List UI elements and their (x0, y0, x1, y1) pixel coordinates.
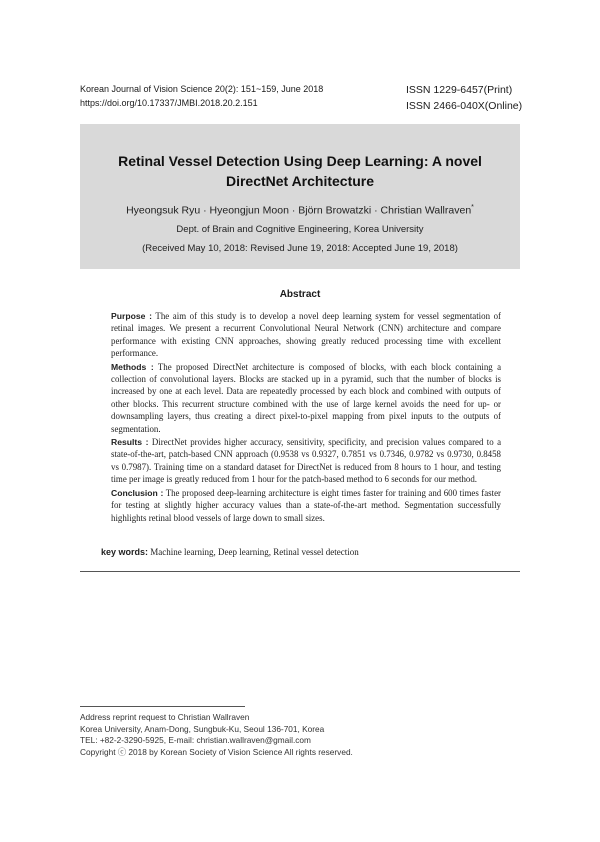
footnote-line-2: Korea University, Anam-Dong, Sungbuk-Ku, Seoul 136-701, Korea (80, 723, 325, 734)
author-list (80, 204, 520, 217)
issn-online: ISSN 2466-040X(Online) (406, 100, 523, 112)
results-text: DirectNet provides higher accuracy, sensitivity, specificity, and precision values compared to a state-of-the-art, patch-based CNN approach (0.9538 vs 0.9327, 0.7851 vs 0.7346, 0.9782 vs 0.9730, 0.8458 vs 0.7987). Training time on a standard dataset for DirectNet is reduced from 8 hours to 1 hour, and testing time per image is greatly reduced from 1 hour for the patch-based method to 6 seconds for our method. (111, 437, 502, 485)
footnote-divider (80, 706, 245, 707)
purpose-text: The aim of this study is to develop a novel deep learning system for vessel segmentation of retinal images. We present a recurrent Convolutional Neural Network (CNN) architecture and compare performance with existing CNN approaches, showing greatly reduced processing time with excellent performance. (111, 311, 501, 359)
title-line-1: Retinal Vessel Detection Using Deep Learning: A novel (118, 153, 482, 169)
results-label: Results : (111, 437, 149, 448)
doi-link[interactable]: https://doi.org/10.17337/JMBI.2018.20.2.151 (80, 98, 258, 108)
abstract-results (101, 436, 501, 486)
corresponding-author-mark: * (471, 204, 474, 211)
purpose-label: Purpose : (111, 311, 152, 321)
section-divider (80, 571, 520, 572)
abstract-purpose (101, 310, 501, 360)
received-dates: (Received May 10, 2018: Revised June 19, 2018: Accepted June 19, 2018) (142, 243, 458, 254)
footnote (80, 712, 353, 759)
journal-header (80, 82, 323, 110)
conclusion-label: Conclusion : (111, 487, 164, 498)
issn-block (406, 82, 522, 114)
title-line-2: DirectNet Architecture (225, 173, 375, 189)
conclusion-text: The proposed deep-learning architecture is eight times faster for training and 600 times faster for testing at slightly higher accuracy values than a state-of-the-art method. Segmentation successfully highlights retinal blood vessels of large down to small sizes. (111, 487, 501, 523)
authors-text: Hyeongsuk Ryu · Hyeongjun Moon · Björn Browatzki · Christian Wallraven (126, 204, 472, 217)
journal-citation: Korean Journal of Vision Science 20(2): 151~159, June 2018 (80, 84, 324, 94)
affiliation: Dept. of Brain and Cognitive Engineering, Korea University (176, 224, 424, 235)
title-box (80, 124, 520, 269)
keywords-text: Machine learning, Deep learning, Retinal vessel detection (150, 547, 359, 557)
abstract-methods (101, 361, 501, 435)
issn-print: ISSN 1229-6457(Print) (406, 84, 513, 96)
methods-label: Methods : (111, 361, 154, 372)
methods-text: The proposed DirectNet architecture is composed of blocks, with each block containing a collection of convolutional layers. Blocks are stacked up in a pyramid, such that the number of blocks is increased by one at each level. Data are repeatedly processed by each block and combined with outputs of other blocks. This recurrent structure combined with the use of large kernel avoids the need for up- or downsampling layers, thus creating a direct pixel-to-pixel mapping from pixel inputs to the outputs of segmentation. (111, 361, 502, 434)
paper-title (80, 151, 520, 191)
abstract-body (101, 310, 501, 525)
footnote-line-3: TEL: +82-2-3290-5925, E-mail: christian.wallraven@gmail.com (80, 735, 311, 746)
keywords-label: key words: (101, 547, 149, 557)
footnote-line-1: Address reprint request to Christian Wallraven (80, 712, 250, 722)
abstract-heading: Abstract (279, 289, 321, 300)
keywords (101, 547, 501, 557)
abstract-conclusion (101, 487, 501, 524)
footnote-line-4: Copyright ⓒ 2018 by Korean Society of Vision Science All rights reserved. (80, 747, 353, 758)
